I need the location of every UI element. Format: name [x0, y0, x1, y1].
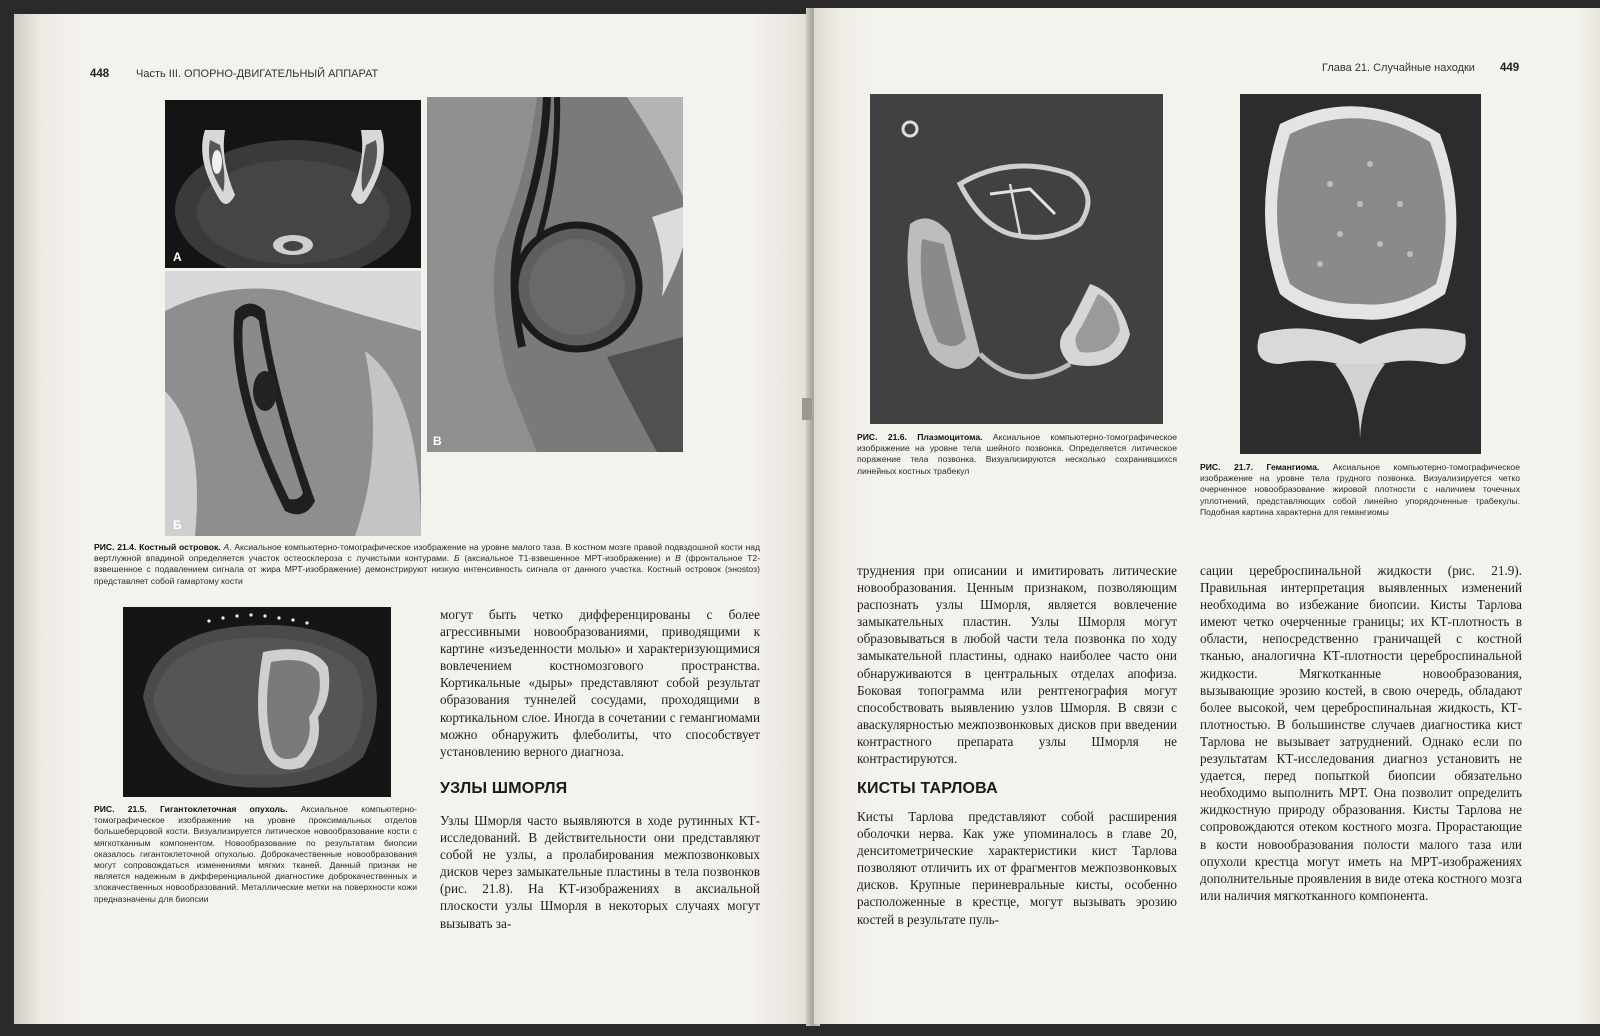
- caption-fig-21-5: [94, 804, 417, 905]
- caption-fig-21-4: РИС. 21.4. Костный островок. А. Аксиальное компьютерно-томографическое изображение на уровне малого таза. В костном мозге правой подвздошной кости над вертлужной впадиной определяется участок остеосклероза с лучистыми контурами. Б (аксиальное Т1-взвешенное МРТ-изображение) и В (фронтальное Т2-взвешенное с подавлением сигнала от жира МРТ-изображение) демонстрируют низкую интенсивность сигнала от данного участка. Костный островок (энostoз) представляет собой гамартому кости: [94, 542, 761, 586]
- body-text-left-top: могут быть четко дифференцированы с более агрессивными новообразованиями, приводящими к картине «изъеденности молью» и характеризующимися вовлечением костномозгового пространства. Кортикальные «дыры» представляют собой результат образования туннелей сосудами, проходящими в кортикальном слое. Иногда в сочетании с гемангиомами можно обнаружить флеболиты, что способствует установлению верного диагноза.: [440, 607, 760, 759]
- body-text-right-col2: сации цереброспинальной жидкости (рис. 21.9). Правильная интерпретация выявленных изменений необходима во избежание биопсии. Кисты Тарлова имеют четко очерченные границы; их КТ-плотность в области, непосредственно граничащей с костной тканью, аналогична КТ-плотности цереброспинальной жидкости. Мягкотканные новообразования, вызывающие эрозию костей, в свою очередь, обладают более высокой, чем цереброспинальная жидкость, КТ-плотностью. В большинстве случаев диагностика кист Тарлова не вызывает затруднений. Однако если по результатам КТ-исследования диагноз установить не удается, перед попыткой биопсии обязательно необходимо выполнить МРТ. Она позволит определить жидкостную природу образования. Кисты Тарлова не сопровождаются отеком костного мозга. Прорастающие в кости новообразования полости малого таза или опухоли крестца могут иметь на МРТ-изображениях дополнительные проявления в виде отека костного мозга или наличия мягкотканного компонента.: [1200, 563, 1522, 903]
- body-text-schmorl: Узлы Шморля часто выявляются в ходе рутинных КТ-исследований. В действительности они представляют собой не узлы, а пролабирования межпозвонковых дисков через замыкательные пластины в тела позвонков (рис. 21.8). На КТ-изображениях в аксиальной плоскости узлы Шморля в некоторых случаях могут вызывать за-: [440, 813, 760, 931]
- caption-text-21-7: Аксиальное компьютерно-томографическое изображение на уровне тела грудного позвонка. Визуализируется четко очерченное новообразование жировой плотности с наличием точечных уплотнений, представляющих собой линейно упорядоченные трабекулы. Подобная картина характерна для гемангиомы: [1200, 462, 1520, 517]
- ct-cervical-vertebra-image: [870, 94, 1163, 424]
- ct-tibia-image: [123, 607, 391, 797]
- caption-label-21-7: РИС. 21.7. Гемангиома.: [1200, 462, 1320, 472]
- mri-t2-image: [427, 97, 683, 452]
- caption-text-21-5: Аксиальное компьютерно-томографическое изображение на уровне проксимальных отделов большеберцовой кости. Визуализируется литическое новообразование кости с мягкотканным компонентом. Новообразование по результатам биопсии оказалось гигантоклеточной опухолью. Доброкачественные новообразования могут сопровождаться изменениями мягких тканей. Данный признак не является надежным в дифференциальной диагностике доброкачественных и злокачественных новообразований. Металлические метки на поверхности кожи предназначены для биопсии: [94, 804, 418, 904]
- panel-label-a: А: [173, 250, 182, 264]
- caption-text-21-4-part1: Аксиальное компьютерно-томографическое изображение на уровне малого таза. В костном мозге правой подвздошной кости над вертлужной впадиной определяется участок остеосклероза с лучистыми контурами.: [94, 542, 760, 564]
- caption-label-21-6: РИС. 21.6. Плазмоцитома.: [857, 432, 983, 442]
- caption-text-21-6: Аксиальное компьютерно-томографическое изображение на уровне тела шейного позвонка. Определяется литическое поражение тела позвонка. Визуализируются несколько сохранившихся линейных костных трабекул: [857, 432, 1177, 476]
- caption-label-21-5: РИС. 21.5. Гигантоклеточная опухоль.: [94, 804, 288, 814]
- ct-thoracic-vertebra-image: [1240, 94, 1481, 454]
- heading-schmorl-nodes: УЗЛЫ ШМОРЛЯ: [440, 780, 568, 797]
- caption-panel-b-ref: Б: [454, 553, 460, 564]
- running-header-right: Глава 21. Случайные находки: [1322, 62, 1475, 74]
- ct-pelvis-image: [165, 100, 421, 268]
- body-text-tarlov: Кисты Тарлова представляют собой расширения оболочки нерва. Как уже упоминалось в главе 20, денситометрические характеристики кист Тарлова позволяют отличить их от фрагментов межпозвонковых дисков. Крупные периневральные кисты, особенно расположенные в крестце, могут вызывать эрозию костей в результате пуль-: [857, 809, 1177, 927]
- mri-t1-image: [165, 271, 421, 536]
- caption-panel-a-ref: А: [223, 542, 230, 552]
- running-header-left: Часть III. ОПОРНО-ДВИГАТЕЛЬНЫЙ АППАРАТ: [136, 68, 379, 80]
- caption-panel-v-ref: В: [675, 553, 681, 564]
- page-number-left: 448: [90, 68, 110, 80]
- heading-tarlov-cysts: КИСТЫ ТАРЛОВА: [857, 780, 998, 797]
- caption-text-21-4-part2: (аксиальное Т1-взвешенное МРТ-изображение) и: [464, 553, 671, 564]
- caption-fig-21-6: [857, 432, 1177, 477]
- caption-fig-21-7: [1200, 462, 1520, 518]
- panel-label-b: Б: [173, 518, 182, 532]
- binding-clip: [802, 398, 812, 420]
- body-text-right-col1: труднения при описании и имитировать литические новообразования. Ценным признаком, позволяющим распознать узлы Шморля, является вовлечение замыкательных пластин. Узлы Шморля могут образовываться в любой части тела позвонка по ходу замыкательной пластины, однако наиболее часто они обнаруживаются в центральных отделах апофиза. Боковая топограмма или рентгенография могут способствовать выявлению узлов Шморля. В связи с аваскулярностью межпозвонковых дисков при введении контрастного препарата узлы Шморля не контрастируются.: [857, 563, 1177, 767]
- page-number-right: 449: [1500, 62, 1520, 74]
- caption-text-21-4-part3: (фронтальное Т2-взвешенное с подавлением сигнала от жира МРТ-изображение) демонстрируют низкую интенсивность сигнала от данного участка. Костный островок (энostoз) представляет собой гамартому кости: [94, 553, 761, 586]
- caption-label-21-4: РИС. 21.4. Костный островок.: [94, 542, 221, 552]
- panel-label-v: В: [433, 434, 442, 448]
